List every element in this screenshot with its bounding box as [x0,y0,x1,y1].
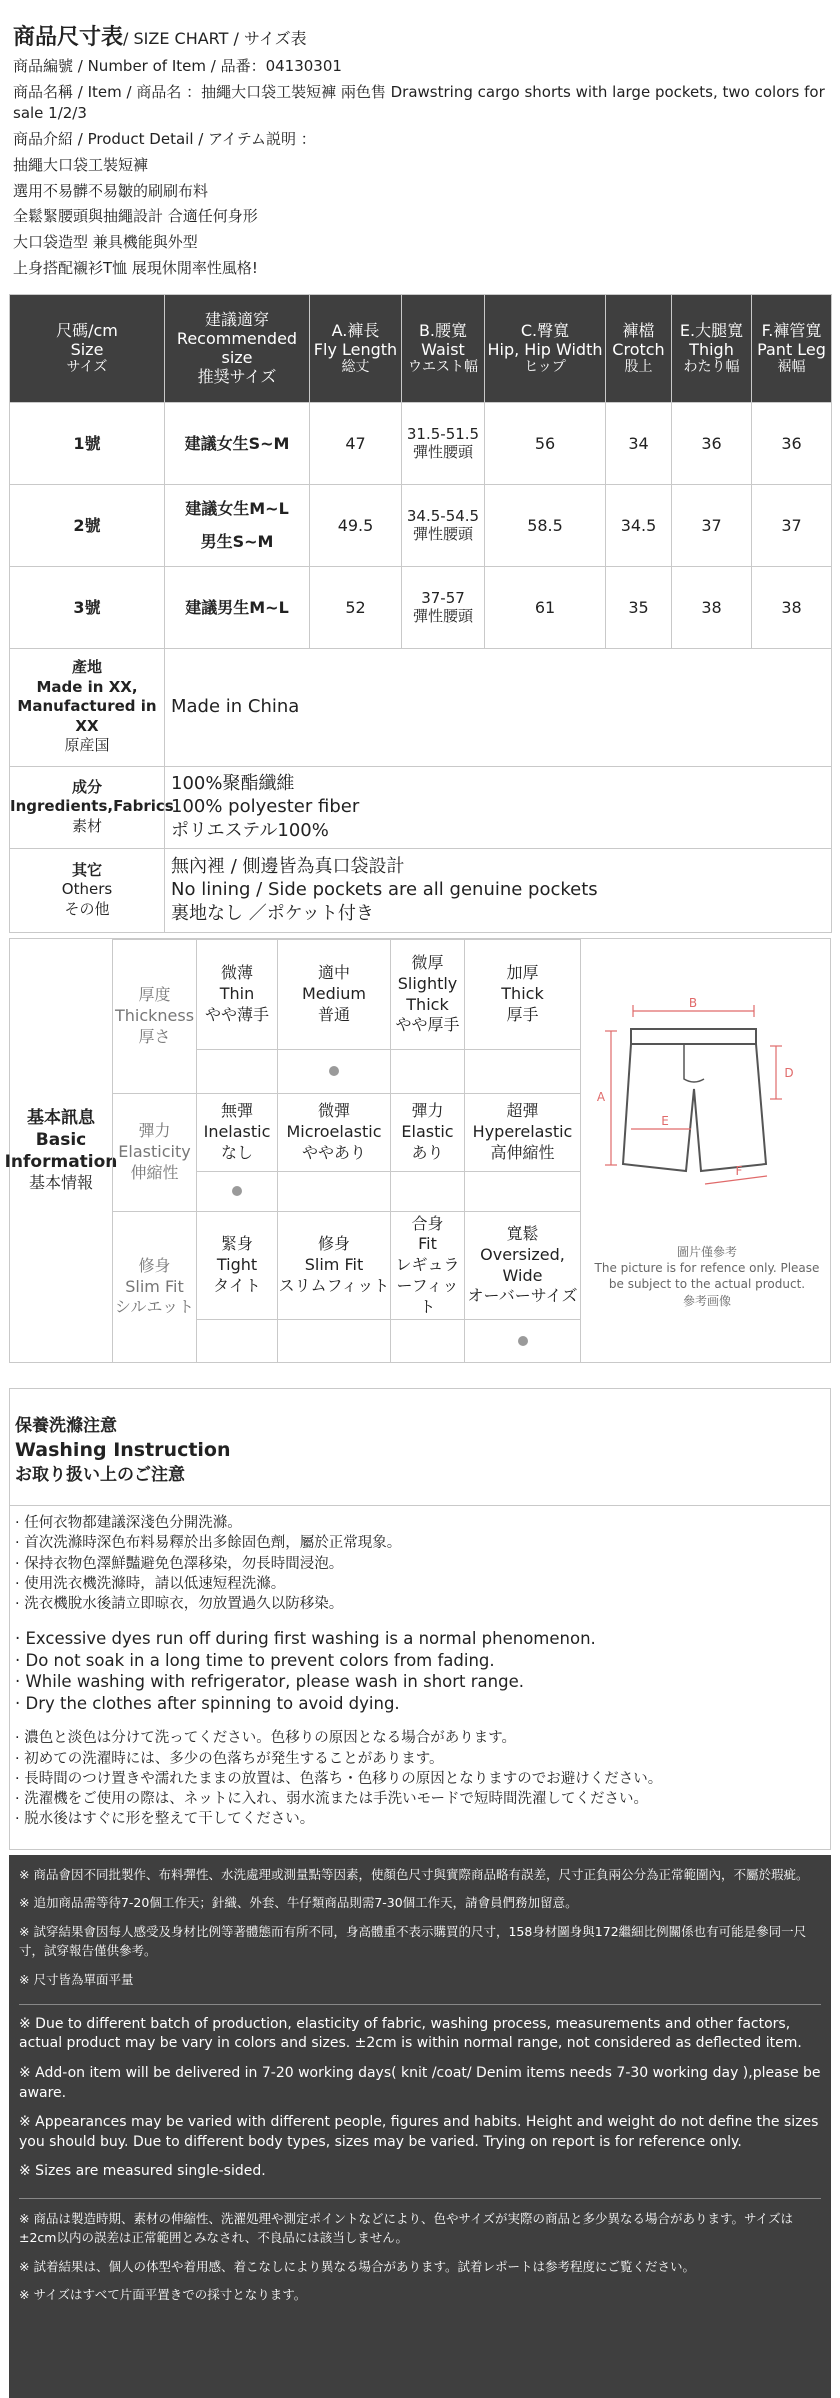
label-a: A [596,1090,606,1104]
pant-leg-cell: 38 [752,566,832,648]
selected-dot-icon [518,1336,528,1346]
diagram-caption: 圖片僅參考 The picture is for refence only. Please be subject to the actual product. 參考画像 [594,1245,820,1308]
size-table [9,294,832,933]
ingredients-row [10,766,832,848]
marker-cell [465,1050,581,1094]
waist-cell: 34.5-54.5 彈性腰頭 [402,484,485,566]
hip-cell: 56 [485,402,606,484]
header-length: A.褲長 Fly Length 総丈 [310,294,402,402]
selected-dot-icon [329,1066,339,1076]
fit-option: 修身 Slim Fit スリムフィット [278,1212,391,1320]
pant-leg-cell: 37 [752,484,832,566]
washing-en: · Excessive dyes run off during first washing is a normal phenomenon. · Do not soak in a long time to prevent colors from fading. · While washing with refrigerator, please wash in short range. · Dry the clothes after spinning to avoid dying. [15,1629,596,1713]
notes-en: ※ Due to different batch of production, elasticity of fabric, washing process, measurements and other factors, actual product may be vary in colors and sizes. ±2cm is within normal range, not considered as deflected item. ※ Add-on item will be delivered in 7-20 working days( knit /coat/ Denim items needs 7-30 working day ),please be aware. ※ Appearances may be varied with different people, figures and habits. Height and weight do not define the sizes you should buy. Due to different body types, sizes may be varied. Trying on report is for reference only. ※ Sizes are measured single-sided. [19,2005,821,2199]
table-row [10,402,832,484]
shorts-diagram [580,939,830,1362]
others-label: 其它 Others その他 [10,848,165,932]
detail-line: 大口袋造型 兼具機能與外型 [13,233,198,252]
recommended-cell: 建議女生S~M [165,402,310,484]
fabric-grid [112,939,581,1363]
fit-option: 寬鬆 Oversized, Wide オーバーサイズ [465,1212,581,1320]
detail-line: 上身搭配襯衫T恤 展現休閒率性風格! [13,258,258,277]
waist-cell: 31.5-51.5 彈性腰頭 [402,402,485,484]
marker-cell [391,1320,465,1363]
marker-cell [278,1050,391,1094]
header-hip: C.臀寬 Hip, Hip Width ヒップ [485,294,606,402]
thickness-label: 厚度 Thickness 厚さ [113,940,197,1094]
marker-cell [391,1050,465,1094]
product-info [0,0,840,280]
item-number: 商品編號 / Number of Item / 品番：04130301 [13,56,342,75]
elasticity-option: 彈力 Elastic あり [391,1094,465,1172]
label-b: B [688,996,698,1010]
marker-cell [391,1172,465,1212]
recommended-cell: 建議男生M~L [165,566,310,648]
thickness-row [113,940,581,1050]
size-cell: 1號 [10,402,165,484]
header-recommended: 建議適穿 Recommended size 推奨サイズ [165,294,310,402]
detail-line: 抽繩大口袋工裝短褲 [13,155,149,174]
elasticity-option: 超彈 Hyperelastic 高伸縮性 [465,1094,581,1172]
length-cell: 47 [310,402,402,484]
label-f: F [735,1164,743,1178]
ingredients-value: 100%聚酯纖維 100% polyester fiber ポリエステル100% [165,766,832,848]
marker-cell [465,1172,581,1212]
page-title: 商品尺寸表/ SIZE CHART / サイズ表 [13,25,307,50]
size-cell: 2號 [10,484,165,566]
table-row [10,484,832,566]
product-detail-label: 商品介紹 / Product Detail / アイテム説明 ： [13,130,316,149]
header-crotch: 褲檔 Crotch 股上 [606,294,672,402]
elasticity-row [113,1094,581,1172]
notes-jp: ※ 商品は製造時期、素材の伸縮性、洗濯処理や測定ポイントなどにより、色やサイズが実際の商品と多少異なる場合があります。サイズは±2cm以内の誤差は正常範囲とみなされ、不良品には該当しません。 ※ 試着結果は、個人の体型や着用感、着こなしにより異なる場合があります。試着レポートは参考程度にご覧ください。 ※ サイズはすべて片面平置きでの採寸となります。 [19,2211,793,2303]
ingredients-label: 成分 Ingredients,Fabrics 素材 [10,766,165,848]
item-name: 商品名稱 / Item / 商品名 ：抽繩大口袋工裝短褲 兩色售 Drawstring cargo shorts with large pockets, two colors for sale 1/2/3 [13,82,825,123]
hip-cell: 58.5 [485,484,606,566]
crotch-cell: 35 [606,566,672,648]
length-cell: 52 [310,566,402,648]
marker-cell [278,1172,391,1212]
elasticity-option: 無彈 Inelastic なし [197,1094,278,1172]
marker-cell [197,1320,278,1363]
fit-option: 緊身 Tight タイト [197,1212,278,1320]
table-row [10,566,832,648]
washing-instruction [9,1388,831,1850]
thigh-cell: 36 [672,402,752,484]
marker-cell [465,1320,581,1363]
fit-option: 合身 Fit レギュラーフィット [391,1212,465,1320]
waist-cell: 37-57 彈性腰頭 [402,566,485,648]
detail-line: 全鬆緊腰頭與抽繩設計 合適任何身形 [13,207,258,226]
crotch-cell: 34.5 [606,484,672,566]
detail-line: 選用不易髒不易皺的刷刷布料 [13,181,209,200]
origin-row [10,648,832,766]
size-cell: 3號 [10,566,165,648]
header-waist: B.腰寬 Waist ウエスト幅 [402,294,485,402]
label-d: D [784,1066,794,1080]
marker-cell [197,1050,278,1094]
origin-label: 產地 Made in XX, Manufactured in XX 原産国 [10,648,165,766]
header-size: 尺碼/cm Size サイズ [10,294,165,402]
washing-title: 保養洗滌注意 Washing Instruction お取り扱い上のご注意 [10,1389,830,1506]
origin-value: Made in China [165,648,832,766]
size-table-header [10,294,832,402]
elasticity-option: 微彈 Microelastic ややあり [278,1094,391,1172]
fit-label: 修身 Slim Fit シルエット [113,1212,197,1363]
fabric-info-panel [4,938,831,1363]
thigh-cell: 37 [672,484,752,566]
fit-row [113,1212,581,1320]
thickness-option: 加厚 Thick 厚手 [465,940,581,1050]
washing-zh: · 任何衣物都建議深淺色分開洗滌。 · 首次洗滌時深色布料易釋於出多餘固色劑，屬於正常現象。 · 保持衣物色澤鮮豔避免色澤移染，勿長時間浸泡。 · 使用洗衣機洗滌時，請以低速短程洗滌。 · 洗衣機脫水後請立即晾衣，勿放置過久以防移染。 [15,1515,402,1613]
label-e: E [661,1114,669,1128]
recommended-cell: 建議女生M~L 男生S~M [165,484,310,566]
others-value: 無內裡 / 側邊皆為真口袋設計 No lining / Side pockets are all genuine pockets 裏地なし ／ポケット付き [165,848,832,932]
basic-info-label: 基本訊息 Basic Information 基本情報 [4,1107,118,1193]
thickness-option: 微厚 Slightly Thick やや厚手 [391,940,465,1050]
selected-dot-icon [232,1186,242,1196]
header-thigh: E.大腿寬 Thigh わたり幅 [672,294,752,402]
washing-body [10,1506,830,1830]
thickness-option: 微薄 Thin やや薄手 [197,940,278,1050]
header-pant-leg: F.褲管寬 Pant Leg 裾幅 [752,294,832,402]
marker-cell [197,1172,278,1212]
length-cell: 49.5 [310,484,402,566]
pant-leg-cell: 36 [752,402,832,484]
others-row [10,848,832,932]
shorts-outline-icon [581,939,831,1239]
notes-panel [9,1855,831,2398]
thickness-option: 適中 Medium 普通 [278,940,391,1050]
notes-zh: ※ 商品會因不同批製作、布料彈性、水洗處理或測量點等因素，使顏色尺寸與實際商品略有誤差，尺寸正負兩公分為正常範圍內，不屬於瑕疵。 ※ 追加商品需等待7-20個工作天；針織、外套、牛仔類商品則需7-30個工作天，請會員們務加留意。 ※ 試穿結果會因每人感受及身材比例等著體態而有所不同，身高體重不表示購買的尺寸，158身材圖身與172繼細比例關係也有可能是參同一尺寸，試穿報告僅供參考。 ※ 尺寸皆為單面平量 [19,1855,821,2005]
washing-jp: · 濃色と淡色は分けて洗ってください。色移りの原因となる場合があります。 · 初めての洗濯時には、多少の色落ちが発生することがあります。 · 長時間のつけ置きや濡れたままの放置は、色落ち・色移りの原因となりますのでお避けください。 · 洗濯機をご使用の際は、ネットに入れ、弱水流または手洗いモードで短時間洗濯してください。 · 脱水後はすぐに形を整えて干してください。 [15,1730,663,1828]
crotch-cell: 34 [606,402,672,484]
marker-cell [278,1320,391,1363]
hip-cell: 61 [485,566,606,648]
elasticity-label: 彈力 Elasticity 伸縮性 [113,1094,197,1212]
thigh-cell: 38 [672,566,752,648]
